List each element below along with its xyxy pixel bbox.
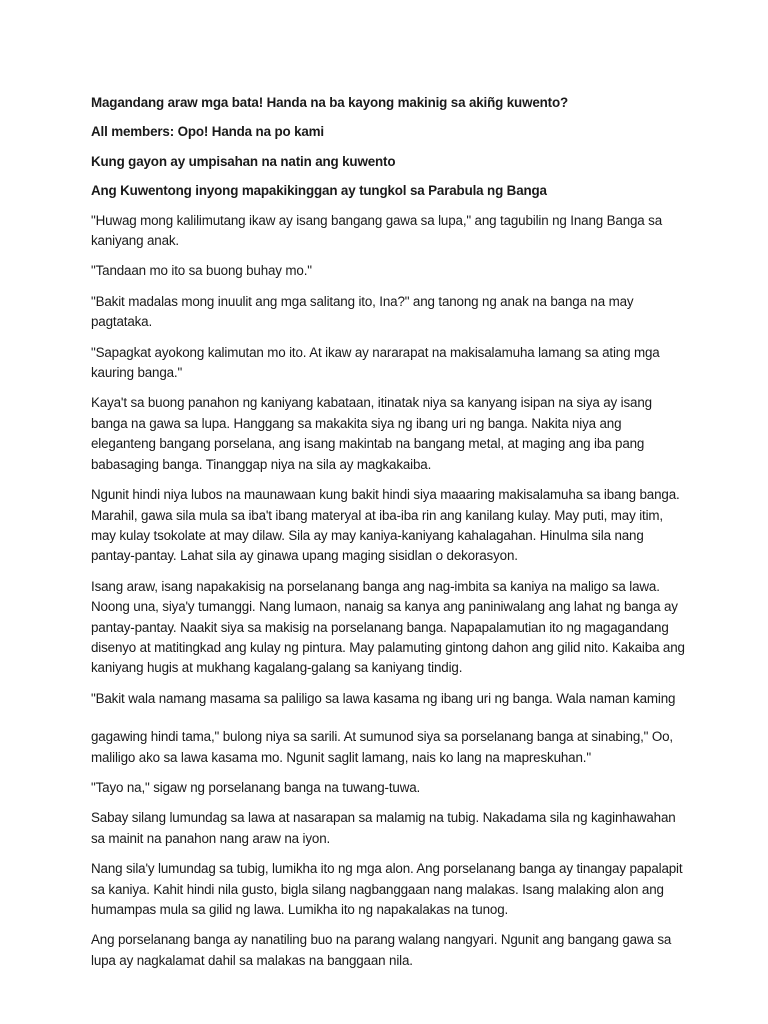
- story-paragraph: "Bakit madalas mong inuulit ang mga salitang ito, Ina?" ang tanong ng anak na banga na may pagtataka.: [91, 293, 634, 330]
- story-paragraph: "Bakit wala namang masama sa paliligo sa lawa kasama ng ibang uri ng banga. Wala naman kaming: [91, 690, 676, 706]
- story-paragraph: "Huwag mong kalilimutang ikaw ay isang bangang gawa sa lupa," ang tagubilin ng Inang Banga sa kaniyang anak.: [91, 212, 663, 249]
- story-topic-line: Ang Kuwentong inyong mapakikinggan ay tungkol sa Parabula ng Banga: [91, 183, 547, 199]
- story-paragraph: Kaya't sa buong panahon ng kaniyang kabataan, itinatak niya sa kanyang isipan na siya ay isang banga na gawa sa lupa. Hanggang sa makakita siya ng ibang uri ng banga. Nakita niya ang eleganteng bangang porselana, ang isang makintab na bangang metal, at maging ang iba pang babasaging banga. Tinanggap niya na sila ay magkakaiba.: [91, 395, 652, 472]
- story-paragraph: "Tandaan mo ito sa buong buhay mo.": [91, 263, 312, 279]
- story-paragraph: gagawing hindi tama," bulong niya sa sarili. At sumunod siya sa porselanang banga at sinabing," Oo, maliligo ako sa lawa kasama mo. Ngunit saglit lamang, nais ko lang na mapreskuhan.": [91, 729, 673, 765]
- story-paragraph: Nang sila'y lumundag sa tubig, lumikha ito ng mga alon. Ang porselanang banga ay tinangay papalapit sa kaniya. Kahit hindi nila gusto, bigla silang nagbanggaan nang malakas. Isang malaking alon ang humampas mula sa gilid ng lawa. Lumikha ito ng napakalakas na tunog.: [91, 861, 683, 917]
- members-response: All members: Opo! Handa na po kami: [91, 124, 325, 140]
- story-paragraph: Isang araw, isang napakakisig na porselanang banga ang nag-imbita sa kaniya na maligo sa lawa. Noong una, siya'y tumanggi. Nang lumaon, nanaig sa kanya ang paniniwalang ang lahat ng banga ay pantay-pantay. Naakit siya sa makisig na porselanang banga. Napapalamutian ito ng magagandang disenyo at matitingkad ang kulay ng pintura. May palamuting gintong dahon ang gilid nito. Kakaiba ang kaniyang hugis at mukhang kagalang-galang sa kaniyang tindig.: [91, 578, 685, 676]
- story-paragraph: Sabay silang lumundag sa lawa at nasarapan sa malamig na tubig. Nakadama sila ng kaginhawahan sa mainit na panahon nang araw na iyon.: [91, 810, 676, 846]
- story-paragraph: Ang porselanang banga ay nanatiling buo na parang walang nangyari. Ngunit ang bangang gawa sa lupa ay nagkalamat dahil sa malakas na banggaan nila.: [91, 932, 672, 968]
- story-paragraph: "Sapagkat ayokong kalimutan mo ito. At ikaw ay nararapat na makisalamuha lamang sa ating mga kauring banga.": [91, 344, 660, 381]
- story-start-line: Kung gayon ay umpisahan na natin ang kuwento: [91, 153, 396, 169]
- story-paragraph: "Tayo na," sigaw ng porselanang banga na tuwang-tuwa.: [91, 779, 421, 795]
- greeting-line: Magandang araw mga bata! Handa na ba kayong makinig sa akiñg kuwento?: [91, 95, 569, 110]
- story-paragraph: Ngunit hindi niya lubos na maunawaan kung bakit hindi siya maaaring makisalamuha sa ibang banga. Marahil, gawa sila mula sa iba't ibang materyal at iba-iba rin ang kanilang kulay. May puti, may itim, may kulay tsokolate at may dilaw. Sila ay may kaniya-kaniyang kahalagahan. Hinulma sila nang pantay-pantay. Lahat sila ay ginawa upang maging sisidlan o dekorasyon.: [91, 487, 680, 564]
